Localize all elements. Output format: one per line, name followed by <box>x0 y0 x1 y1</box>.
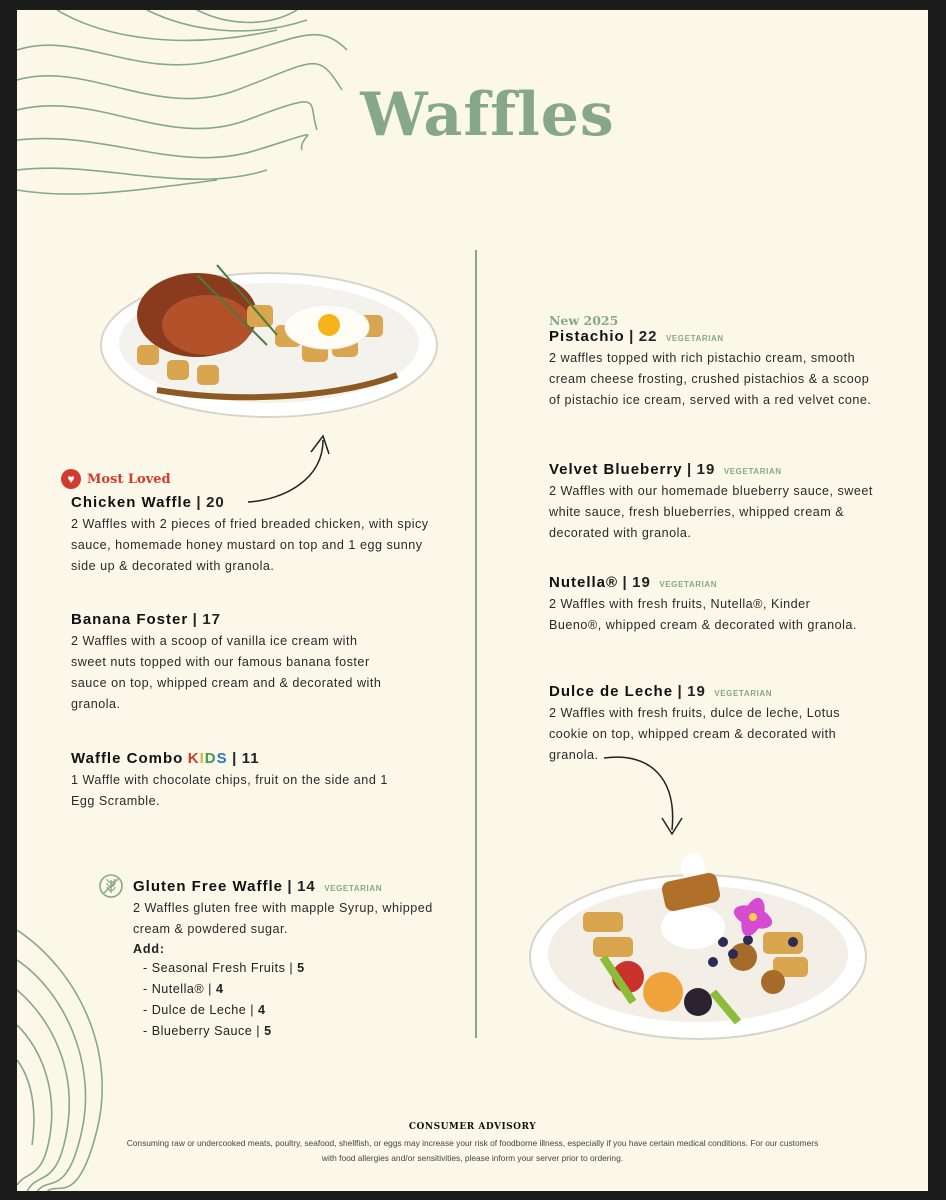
addon-price: 5 <box>264 1024 272 1038</box>
advisory-text: Consuming raw or undercooked meats, poultry, seafood, shellfish, or eggs may increase your risk of foodborne illness, especially if you have certain medical conditions. For our customers with food allergies and/or sensitivities, please inform your server prior to ordering. <box>126 1138 819 1163</box>
item-name: Dulce de Leche <box>549 683 674 700</box>
item-price: 19 <box>696 461 716 478</box>
vegetarian-tag: VEGETARIAN <box>723 467 782 476</box>
item-sep: | <box>192 611 198 628</box>
addon-list <box>133 958 463 1042</box>
menu-item-velvet-blueberry <box>549 461 879 544</box>
item-name: Pistachio <box>549 328 625 345</box>
vegetarian-tag: VEGETARIAN <box>659 580 718 589</box>
item-name: Velvet Blueberry <box>549 461 683 478</box>
item-price: 11 <box>241 750 260 767</box>
item-description: 2 Waffles with fresh fruits, Nutella®, Kinder Bueno®, whipped cream & decorated with granola. <box>549 597 857 632</box>
dulce-de-leche-waffle-photo <box>523 842 873 1047</box>
menu-item-gluten-free-waffle <box>133 878 463 1042</box>
item-price: 22 <box>638 328 658 345</box>
item-price: 17 <box>202 611 221 628</box>
addon-item: - Nutella® | 4 <box>143 982 224 996</box>
item-description: 2 Waffles with a scoop of vanilla ice cream with sweet nuts topped with our famous banana foster sauce on top, whipped cream and & decorated with granola. <box>71 634 382 711</box>
addon-item: - Dulce de Leche | 4 <box>143 1003 266 1017</box>
menu-item-waffle-combo <box>71 750 391 812</box>
kids-letter: S <box>216 750 228 767</box>
kids-label <box>188 750 228 767</box>
item-description: 2 Waffles with fresh fruits, dulce de leche, Lotus cookie on top, whipped cream & decorated with granola. <box>549 706 840 762</box>
gluten-free-icon <box>99 874 123 898</box>
item-sep: | <box>196 494 202 511</box>
item-sep: | <box>687 461 693 478</box>
menu-item-chicken-waffle <box>71 494 431 577</box>
item-price: 14 <box>297 878 316 895</box>
item-price: 19 <box>687 683 706 700</box>
column-divider <box>475 250 477 1038</box>
menu-item-banana-foster <box>71 611 386 715</box>
menu-item-nutella <box>549 574 859 636</box>
item-description: 2 Waffles gluten free with mapple Syrup, whipped cream & powdered sugar. <box>133 901 433 936</box>
chicken-waffle-photo <box>97 245 442 425</box>
addon-price: 5 <box>297 961 305 975</box>
item-name: Gluten Free Waffle <box>133 878 283 895</box>
addon-label: - Dulce de Leche <box>143 1003 247 1017</box>
addon-price: 4 <box>215 982 224 996</box>
add-label: Add: <box>133 942 165 956</box>
kids-letter: K <box>187 750 200 767</box>
item-sep: | <box>629 328 635 345</box>
menu-page <box>17 10 928 1191</box>
heart-icon: ♥ <box>61 469 81 489</box>
item-name: Waffle Combo <box>71 750 184 767</box>
item-sep: | <box>287 878 293 895</box>
item-sep: | <box>622 574 628 591</box>
most-loved-badge <box>61 469 171 489</box>
addon-label: - Blueberry Sauce <box>143 1024 253 1038</box>
addon-label: - Seasonal Fresh Fruits <box>143 961 286 975</box>
addon-item: - Blueberry Sauce | 5 <box>143 1024 272 1038</box>
kids-letter: D <box>204 750 217 767</box>
new-tag: New 2025 <box>549 313 619 328</box>
addon-item: - Seasonal Fresh Fruits | 5 <box>143 961 305 975</box>
item-sep: | <box>232 750 238 767</box>
consumer-advisory <box>17 1122 928 1166</box>
addon-price: 4 <box>258 1003 266 1017</box>
item-name: Banana Foster <box>71 611 189 628</box>
kids-letter: I <box>199 750 205 767</box>
vegetarian-tag: VEGETARIAN <box>714 689 773 698</box>
item-description: 2 waffles topped with rich pistachio cream, smooth cream cheese frosting, crushed pistachios & a scoop of pistachio ice cream, served with a red velvet cone. <box>549 351 872 407</box>
item-description: 2 Waffles with 2 pieces of fried breaded chicken, with spicy sauce, homemade honey mustard on top and 1 egg sunny side up & decorated with granola. <box>71 517 429 573</box>
addon-label: - Nutella® <box>143 982 205 996</box>
menu-item-pistachio <box>549 313 879 411</box>
page-title: Waffles <box>360 80 615 150</box>
item-description: 1 Waffle with chocolate chips, fruit on the side and 1 Egg Scramble. <box>71 773 388 808</box>
item-price: 20 <box>206 494 225 511</box>
advisory-title: CONSUMER ADVISORY <box>408 1122 537 1132</box>
vegetarian-tag: VEGETARIAN <box>324 884 383 893</box>
arrow-to-photo-icon <box>602 750 702 840</box>
item-description: 2 Waffles with our homemade blueberry sauce, sweet white sauce, fresh blueberries, whipped cream & decorated with granola. <box>549 484 873 540</box>
item-price: 19 <box>632 574 651 591</box>
item-sep: | <box>677 683 683 700</box>
item-name: Nutella® <box>549 574 619 591</box>
item-name: Chicken Waffle <box>71 494 192 511</box>
menu-item-dulce-de-leche <box>549 683 879 766</box>
vegetarian-tag: VEGETARIAN <box>665 334 724 343</box>
most-loved-label: Most Loved <box>87 471 171 487</box>
